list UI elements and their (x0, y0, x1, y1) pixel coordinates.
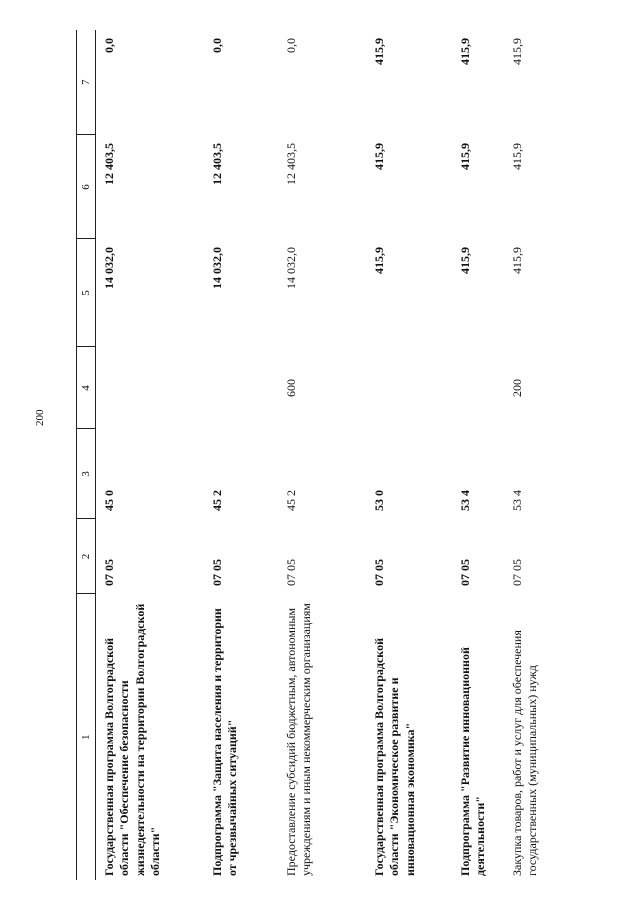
row-value-col6: 12 403,5 (284, 143, 298, 185)
row-target-code: 45 0 (102, 490, 116, 511)
budget-table (76, 30, 568, 880)
row-name: Подпрограмма "Защита населения и территории от чрезвычайных ситуаций" (210, 608, 240, 876)
header-col-4: 4 (77, 347, 96, 429)
table-row (504, 30, 568, 880)
row-value-col7: 415,9 (510, 38, 524, 65)
row-target-code: 53 4 (458, 490, 472, 511)
row-expense-type (204, 347, 278, 429)
table-row (278, 30, 366, 880)
table-header (77, 30, 96, 880)
row-expense-type: 600 (284, 379, 298, 397)
row-value-col7: 415,9 (372, 38, 386, 65)
row-value-col5: 415,9 (510, 247, 524, 274)
row-name: Предоставление субсидий бюджетным, автономным учреждениям и иным некоммерческим организациям (284, 603, 314, 876)
row-name: Государственная программа Волгоградской области "Обеспечение безопасности жизнедеятельности на территории Волгоградской области" (102, 603, 163, 876)
row-value-col6: 415,9 (372, 143, 386, 170)
row-section-code: 07 05 (372, 559, 386, 586)
row-expense-type (96, 347, 205, 429)
row-value-col5: 14 032,0 (102, 247, 116, 289)
row-value-col6: 12 403,5 (210, 143, 224, 185)
row-value-col7: 0,0 (284, 38, 298, 53)
row-target-code: 45 2 (210, 490, 224, 511)
row-target-code: 45 2 (284, 490, 298, 511)
table-row (366, 30, 452, 880)
header-col-6: 6 (77, 135, 96, 239)
row-section-code: 07 05 (284, 559, 298, 586)
row-target-code: 53 0 (372, 490, 386, 511)
row-value-col7: 0,0 (102, 38, 116, 53)
row-expense-type (452, 347, 504, 429)
row-value-col6: 12 403,5 (102, 143, 116, 185)
row-section-code: 07 05 (510, 559, 524, 586)
page-number: 200 (34, 409, 46, 426)
rotated-table-container (76, 30, 616, 880)
row-name: Подпрограмма "Развитие инновационной деятельности" (458, 647, 488, 876)
header-col-2: 2 (77, 519, 96, 594)
row-value-col5: 14 032,0 (284, 247, 298, 289)
row-section-code: 07 05 (458, 559, 472, 586)
row-value-col7: 415,9 (458, 38, 472, 65)
header-col-3: 3 (77, 429, 96, 519)
row-name: Закупка товаров, работ и услуг для обеспечения государственных (муниципальных) нужд (510, 630, 540, 876)
header-col-7: 7 (77, 30, 96, 135)
header-row (77, 30, 96, 880)
row-target-code: 53 4 (510, 490, 524, 511)
row-section-code: 07 05 (102, 559, 116, 586)
header-col-5: 5 (77, 239, 96, 347)
table-row (96, 30, 205, 880)
row-expense-type: 200 (510, 379, 524, 397)
table-row (204, 30, 278, 880)
table-row (452, 30, 504, 880)
row-value-col6: 415,9 (510, 143, 524, 170)
header-col-1: 1 (77, 594, 96, 880)
row-value-col5: 14 032,0 (210, 247, 224, 289)
row-value-col5: 415,9 (458, 247, 472, 274)
row-value-col6: 415,9 (458, 143, 472, 170)
table-body (96, 30, 569, 880)
row-section-code: 07 05 (210, 559, 224, 586)
row-expense-type (366, 347, 452, 429)
row-value-col5: 415,9 (372, 247, 386, 274)
row-value-col7: 0,0 (210, 38, 224, 53)
row-name: Государственная программа Волгоградской области "Экономическое развитие и инновационная экономика" (372, 638, 417, 876)
